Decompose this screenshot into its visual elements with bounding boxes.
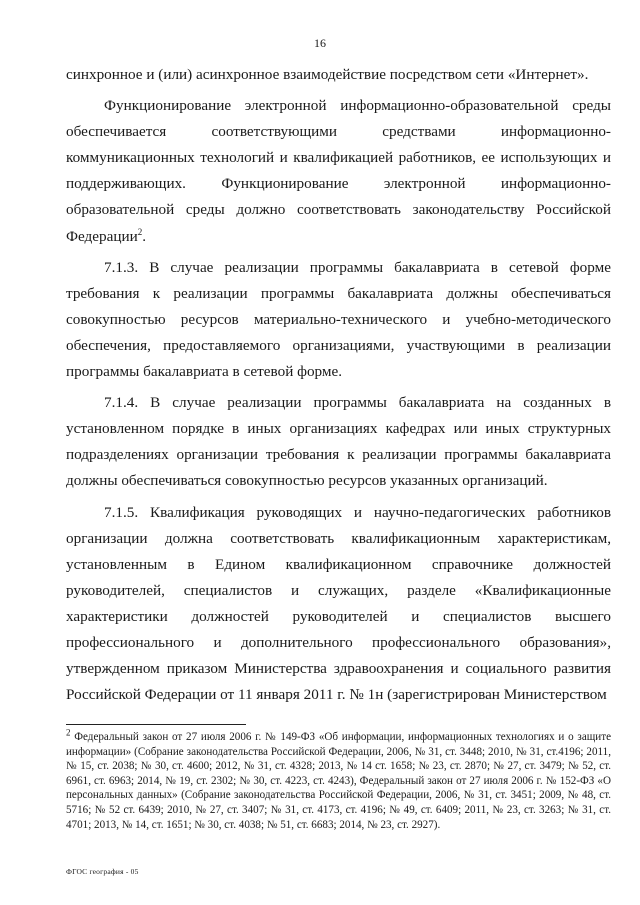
page-footer: ФГОС география - 05 — [66, 867, 139, 876]
paragraph-7-1-5: 7.1.5. Квалификация руководящих и научно-педагогических работников организации должна соответствовать квалификационным характеристикам, установленным в Едином квалификационном справочнике должностей руководителей, специалистов и служащих, разделе «Квалификационные характеристики должностей руководителей и специалистов высшего профессионального и дополнительного профессионального образования», утвержденном приказом Министерства здравоохранения и социального развития Российской Федерации от 11 января 2011 г. № 1н (зарегистрирован Министерством — [66, 503, 611, 704]
paragraph-continuation: синхронное и (или) асинхронное взаимодействие посредством сети «Интернет». — [66, 66, 589, 83]
paragraph-eios-end: . — [142, 227, 147, 245]
paragraph-eios — [66, 93, 611, 250]
paragraph-7-1-3: 7.1.3. В случае реализации программы бакалавриата в сетевой форме требования к реализации программы бакалавриата должны обеспечиваться совокупностью ресурсов материально-технического и учебно-методического обеспечения, предоставляемого организациями, участвующими в реализации программы бакалавриата в сетевой форме. — [66, 258, 611, 381]
footnote-divider — [66, 724, 246, 725]
paragraph-7-1-4: 7.1.4. В случае реализации программы бакалавриата на созданных в установленном порядке в иных организациях кафедрах или иных структурных подразделениях организации требования к реализации программы бакалавриата должны обеспечиваться совокупностью ресурсов указанных организаций. — [66, 394, 611, 490]
footnote-marker: 2 — [66, 727, 71, 738]
footnote — [66, 727, 611, 832]
page-number: 16 — [314, 36, 326, 50]
paragraph-eios-text: Функционирование электронной информационно-образовательной среды обеспечивается соответствующими средствами информационно-коммуникационных технологий и квалификацией работников, ее использующих и поддерживающих. Функционирование электронной информационно-образовательной среды должно соответствовать законодательству Российской Федерации — [66, 97, 611, 245]
main-text — [66, 62, 611, 708]
footnote-ref[interactable]: 2 — [137, 226, 143, 237]
footnote-text: Федеральный закон от 27 июля 2006 г. № 149-ФЗ «Об информации, информационных технологиях и о защите информации» (Собрание законодательства Российской Федерации, 2006, № 31, ст. 3448; 2010, № 31, ст.4196; 2011, № 15, ст. 2038; № 30, ст. 4600; 2012, № 31, ст. 4328; 2013, № 14 ст. 1658; № 23, ст. 2870; № 27, ст. 3479; № 52, ст. 6961, ст. 6963; 2014, № 19, ст. 2302; № 30, ст. 4223, ст. 4243), Федеральный закон от 27 июля 2006 г. № 152-ФЗ «О персональных данных» (Собрание законодательства Российской Федерации, 2006, № 31, ст. 3451; 2009, № 48, ст. 5716; № 52 ст. 6439; 2010, № 27, ст. 3407; № 31, ст. 4173, ст. 4196; № 49, ст. 6409; 2011, № 23, ст. 3263; № 31, ст. 4701; 2013, № 14, ст. 1651; № 30, ст. 4038; № 51, ст. 6683; 2014, № 23, ст. 2927). — [66, 731, 611, 831]
